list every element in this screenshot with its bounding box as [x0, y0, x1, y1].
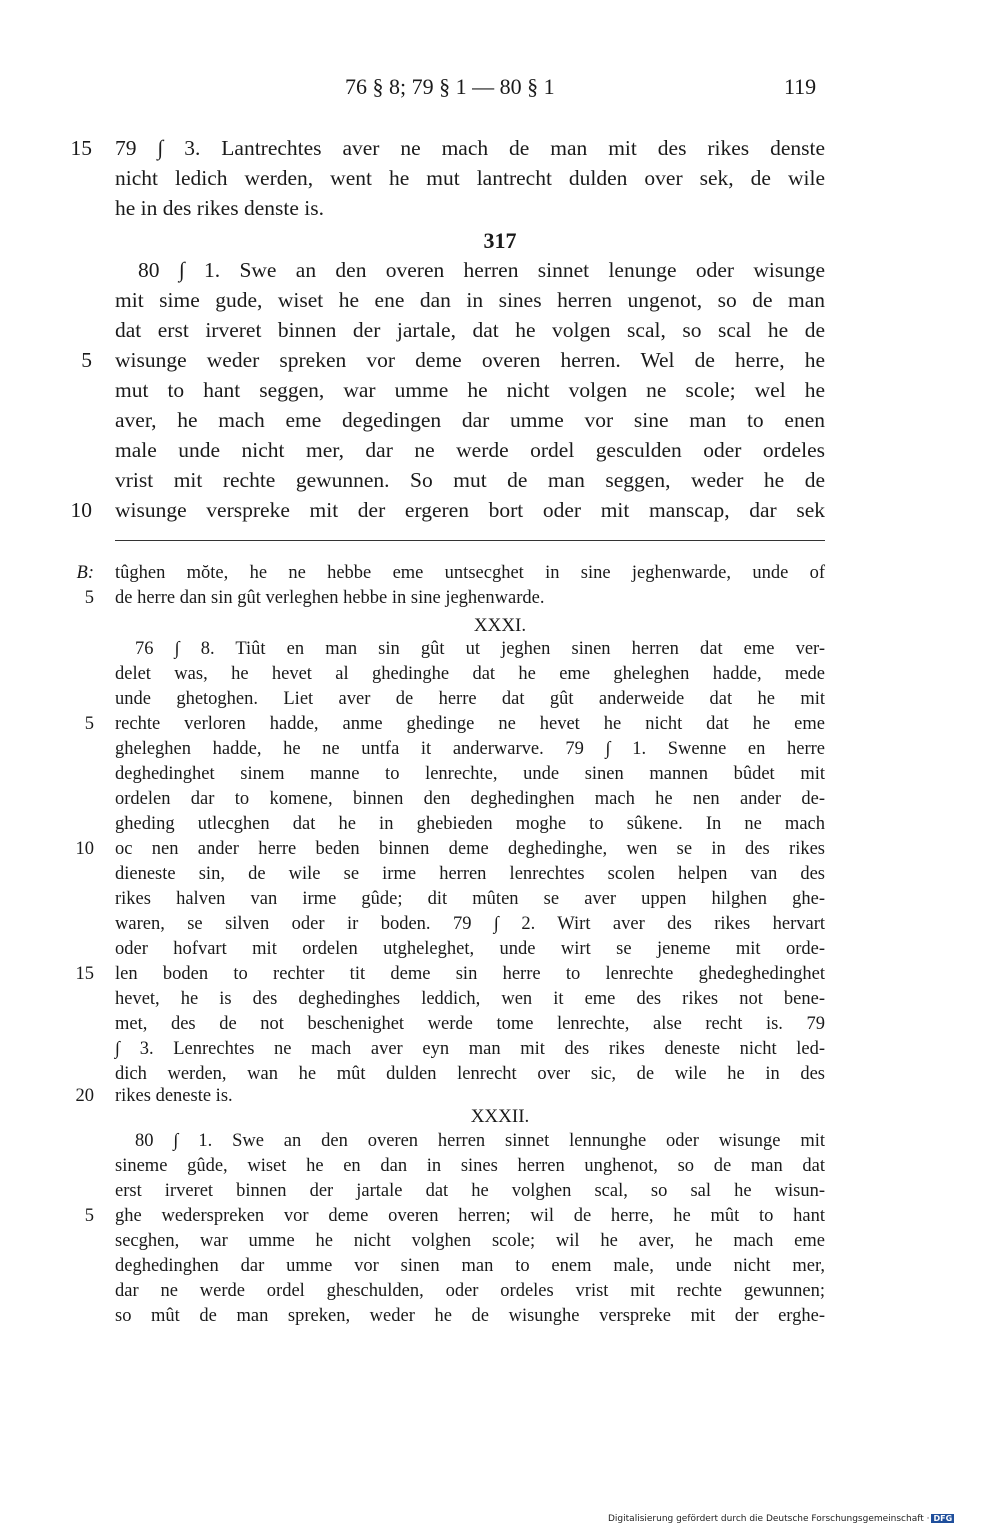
line-text: rikes halven van irme gûde; dit mûten se aver uppen hilghen ghe- [115, 889, 825, 909]
line-text: 80 ∫ 1. Swe an den overen herren sinnet lennunghe oder wisunge mit [135, 1131, 825, 1151]
line-text: tûghen mŏte, he ne hebbe eme untsecghet in sine jeghenwarde, unde of [115, 563, 825, 583]
line-text: ordelen dar to komene, binnen den deghedinghen mach he nen ander de- [115, 789, 825, 809]
line-text: mit sime gude, wiset he ene dan in sines herren ungenot, so de man [115, 288, 825, 312]
main-line [0, 498, 1000, 528]
line-text: male unde nicht mer, dar ne werde ordel gesculden oder ordeles [115, 438, 825, 462]
footnote-line [0, 639, 1000, 664]
main-line [0, 196, 1000, 226]
line-number: 20 [75, 1086, 94, 1106]
footnote-line [0, 689, 1000, 714]
line-text: met, des de not beschenighet werde tome lenrechte, alse recht is. 79 [115, 1014, 825, 1034]
main-line [0, 348, 1000, 378]
line-text: gheding utlecghen dat he in ghebieden moghe to sûkene. In ne mach [115, 814, 825, 834]
line-text: aver, he mach eme degedingen dar umme vor sine man to enen [115, 408, 825, 432]
line-text: rechte verloren hadde, anme ghedinge ne hevet he nicht dat he eme [115, 714, 825, 734]
line-text: waren, se silven oder ir boden. 79 ∫ 2. Wirt aver des rikes hervart [115, 914, 825, 934]
footnote-line [0, 1231, 1000, 1256]
line-text: wisunge verspreke mit der ergeren bort oder mit manscap, dar sek [115, 498, 825, 522]
line-text: dar ne werde ordel gheschulden, oder ordeles vrist mit rechte gewunnen; [115, 1281, 825, 1301]
footnote-line [0, 764, 1000, 789]
page-number: 119 [784, 74, 817, 99]
footnote-line [0, 1131, 1000, 1156]
line-text: gheleghen hadde, he ne untfa it anderwarve. 79 ∫ 1. Swenne en herre [115, 739, 825, 759]
main-line [0, 258, 1000, 288]
main-line [0, 288, 1000, 318]
line-text: deghedinghen dar umme vor sinen man to enem male, unde nicht mer, [115, 1256, 825, 1276]
footnote-line [0, 588, 1000, 613]
footnote-line [0, 1156, 1000, 1181]
line-text: len boden to rechter tit deme sin herre to lenrechte ghedeghedinghet [115, 964, 825, 984]
line-text: vrist mit rechte gewunnen. So mut de man seggen, weder he de [115, 468, 825, 492]
line-number: 5 [84, 588, 94, 608]
footnote-line [0, 714, 1000, 739]
footnote-divider [115, 540, 825, 541]
line-text: 76 ∫ 8. Tiût en man sin gût ut jeghen sinen herren dat eme ver- [135, 639, 825, 659]
chapter-heading-xxxi: XXXI. [473, 615, 527, 636]
line-text: secghen, war umme he nicht volghen scole; wil he aver, he mach eme [115, 1231, 825, 1251]
main-line [0, 378, 1000, 408]
line-text: dich werden, wan he mût dulden lenrecht over sic, de wile he in des [115, 1064, 825, 1084]
line-text: delet was, he hevet al ghedinghe dat he eme gheleghen hadde, mede [115, 664, 825, 684]
footnote-line [0, 914, 1000, 939]
line-text: de herre dan sin gût verleghen hebbe in sine jeghenwarde. [115, 588, 545, 608]
chapter-heading-xxxii: XXXII. [470, 1106, 530, 1127]
footnote-line [0, 1014, 1000, 1039]
header-title: 76 § 8; 79 § 1 — 80 § 1 [345, 74, 555, 99]
footnote-line [0, 1281, 1000, 1306]
line-number: 10 [75, 839, 94, 859]
line-text: hevet, he is des deghedinghes leddich, wen it eme des rikes not bene- [115, 989, 825, 1009]
footnote-line [0, 1039, 1000, 1064]
line-text: dat erst irveret binnen der jartale, dat he volgen scal, so scal he de [115, 318, 825, 342]
footnote-line [0, 1306, 1000, 1331]
line-text: unde ghetoghen. Liet aver de herre dat gût anderweide dat he mit [115, 689, 825, 709]
line-text: wisunge weder spreken vor deme overen herren. Wel de herre, he [115, 348, 825, 372]
line-number: 5 [81, 348, 92, 372]
line-text: deghedinghet sinem manne to lenrechte, unde sinen mannen bûdet mit [115, 764, 825, 784]
footnote-line [0, 563, 1000, 588]
footnote-line [0, 1181, 1000, 1206]
line-number: 5 [84, 714, 94, 734]
main-line [0, 166, 1000, 196]
line-text: so mût de man spreken, weder he de wisunghe verspreke mit der erghe- [115, 1306, 825, 1326]
funding-text: Digitalisierung gefördert durch die Deutsche Forschungsgemeinschaft · [608, 1514, 930, 1524]
footnote-line [0, 739, 1000, 764]
line-text: oc nen ander herre beden binnen deme deghedinghe, wen se in des rikes [115, 839, 825, 859]
footnote-line [0, 664, 1000, 689]
main-line [0, 468, 1000, 498]
line-text: ∫ 3. Lenrechtes ne mach aver eyn man mit des rikes deneste nicht led- [115, 1039, 825, 1059]
running-header [0, 74, 1000, 108]
footnote-line [0, 939, 1000, 964]
footnote-line [0, 964, 1000, 989]
line-number: 15 [75, 964, 94, 984]
line-text: oder hofvart mit ordelen utgheleghet, unde wirt se jeneme mit orde- [115, 939, 825, 959]
line-text: sineme gûde, wiset he en dan in sines herren unghenot, so de man dat [115, 1156, 825, 1176]
section-number: 317 [483, 228, 517, 253]
line-text: 80 ∫ 1. Swe an den overen herren sinnet lenunge oder wisunge [138, 258, 825, 282]
footnote-line [0, 1206, 1000, 1231]
footnote-line [0, 864, 1000, 889]
funding-note [608, 1514, 954, 1524]
line-text: rikes deneste is. [115, 1086, 233, 1106]
line-label: B: [76, 563, 94, 583]
line-number: 10 [70, 498, 92, 522]
footnote-line [0, 889, 1000, 914]
line-number: 5 [84, 1206, 94, 1226]
main-line [0, 408, 1000, 438]
line-text: 79 ∫ 3. Lantrechtes aver ne mach de man mit des rikes denste [115, 136, 825, 160]
line-text: dieneste sin, de wile se irme herren lenrechtes scolen helpen van des [115, 864, 825, 884]
main-line [0, 438, 1000, 468]
line-text: mut to hant seggen, war umme he nicht volgen ne scole; wel he [115, 378, 825, 402]
footnote-line [0, 789, 1000, 814]
footnote-line [0, 814, 1000, 839]
line-text: erst irveret binnen der jartale dat he volghen scal, so sal he wisun- [115, 1181, 825, 1201]
dfg-logo: DFG [933, 1514, 953, 1523]
line-text: nicht ledich werden, went he mut lantrecht dulden over sek, de wile [115, 166, 825, 190]
footnote-line [0, 839, 1000, 864]
line-text: ghe wederspreken vor deme overen herren; wil de herre, he mût to hant [115, 1206, 825, 1226]
main-line [0, 136, 1000, 166]
main-line [0, 318, 1000, 348]
line-number: 15 [70, 136, 92, 160]
footnote-line [0, 1256, 1000, 1281]
footnote-line [0, 989, 1000, 1014]
line-text: he in des rikes denste is. [115, 196, 324, 220]
